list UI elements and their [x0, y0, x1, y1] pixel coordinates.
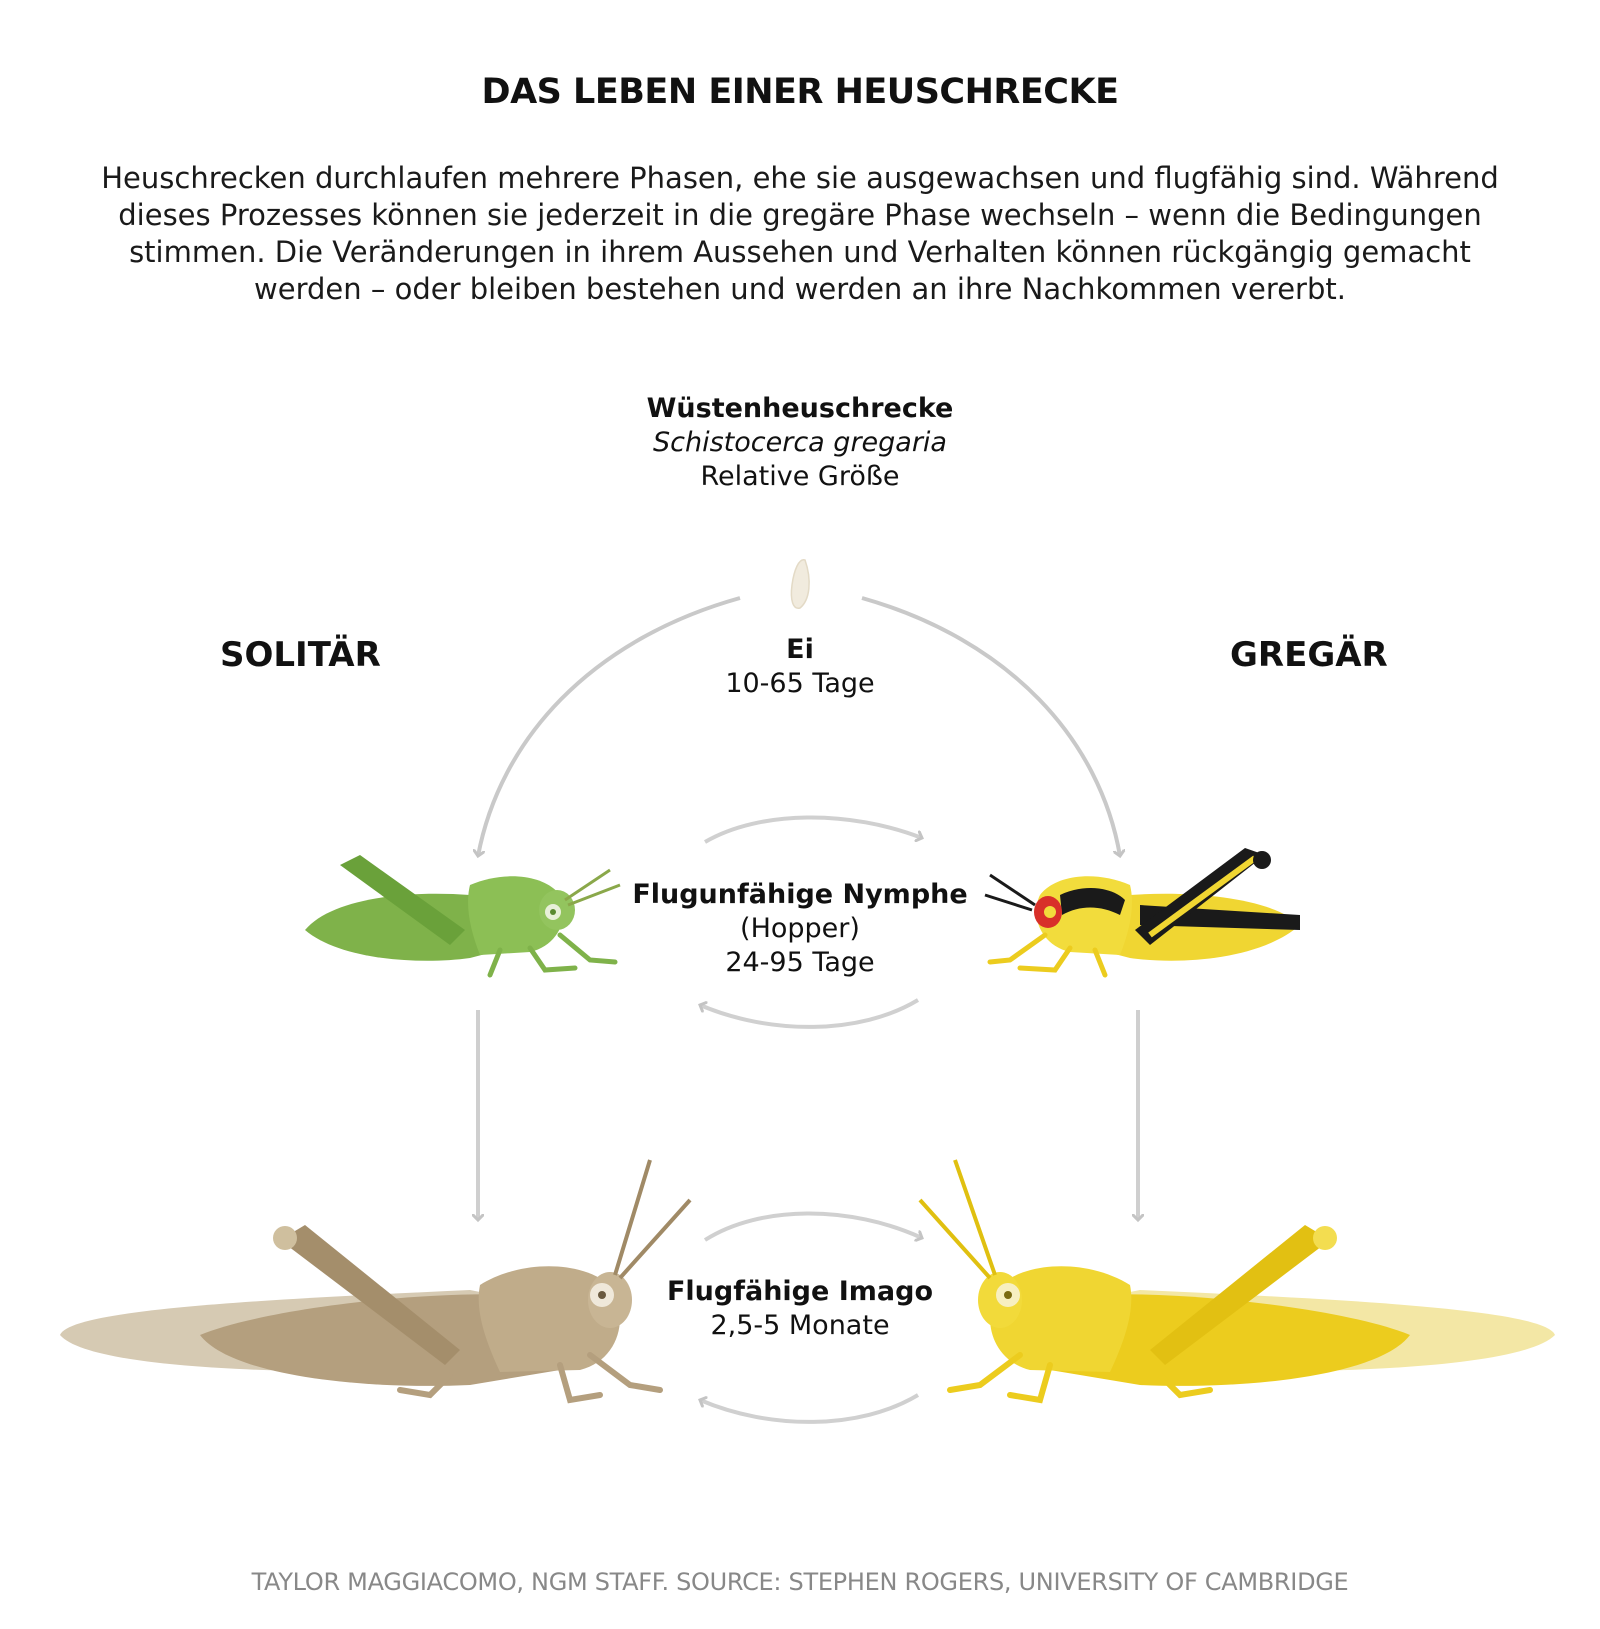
intro-line: werden – oder bleiben bestehen und werden an ihre Nachkommen vererbt.: [254, 272, 1346, 306]
stage-adult-duration: 2,5-5 Monate: [710, 1310, 890, 1341]
infographic-title: DAS LEBEN EINER HEUSCHRECKE: [481, 72, 1119, 112]
stage-nymph: [560, 878, 1040, 980]
stage-egg-name: Ei: [786, 634, 814, 665]
intro-line: dieses Prozesses können sie jederzeit in die gregäre Phase wechseln – wenn die Bedingungen: [118, 198, 1482, 232]
phase-label-solitary: SOLITÄR: [220, 635, 381, 675]
stage-egg: [560, 633, 1040, 701]
egg-icon: [791, 560, 809, 608]
stage-nymph-alias: (Hopper): [740, 913, 860, 944]
stage-egg-duration: 10-65 Tage: [725, 668, 875, 699]
stage-adult-name: Flugfähige Imago: [666, 1276, 933, 1307]
stage-nymph-name: Flugunfähige Nymphe: [632, 879, 968, 910]
arrow-nymph-to-solitary: [700, 1000, 918, 1027]
arrow-adult-to-solitary: [700, 1395, 918, 1422]
intro-line: stimmen. Die Veränderungen in ihrem Aussehen und Verhalten können rückgängig gemacht: [129, 235, 1471, 269]
intro-line: Heuschrecken durchlaufen mehrere Phasen, ehe sie ausgewachsen und flugfähig sind. Während: [101, 161, 1499, 195]
species-name: Wüstenheuschrecke: [646, 393, 954, 424]
arrow-adult-to-gregarious: [705, 1213, 922, 1240]
credit-line: TAYLOR MAGGIACOMO, NGM STAFF. SOURCE: STEPHEN ROGERS, UNIVERSITY OF CAMBRIDGE: [251, 1568, 1349, 1596]
phase-label-gregarious: GREGÄR: [1230, 635, 1388, 675]
species-latin: Schistocerca gregaria: [653, 427, 947, 458]
arrow-nymph-to-gregarious: [705, 817, 922, 842]
stage-adult: [560, 1275, 1040, 1343]
stage-nymph-duration: 24-95 Tage: [725, 947, 875, 978]
species-note: Relative Größe: [700, 461, 900, 492]
